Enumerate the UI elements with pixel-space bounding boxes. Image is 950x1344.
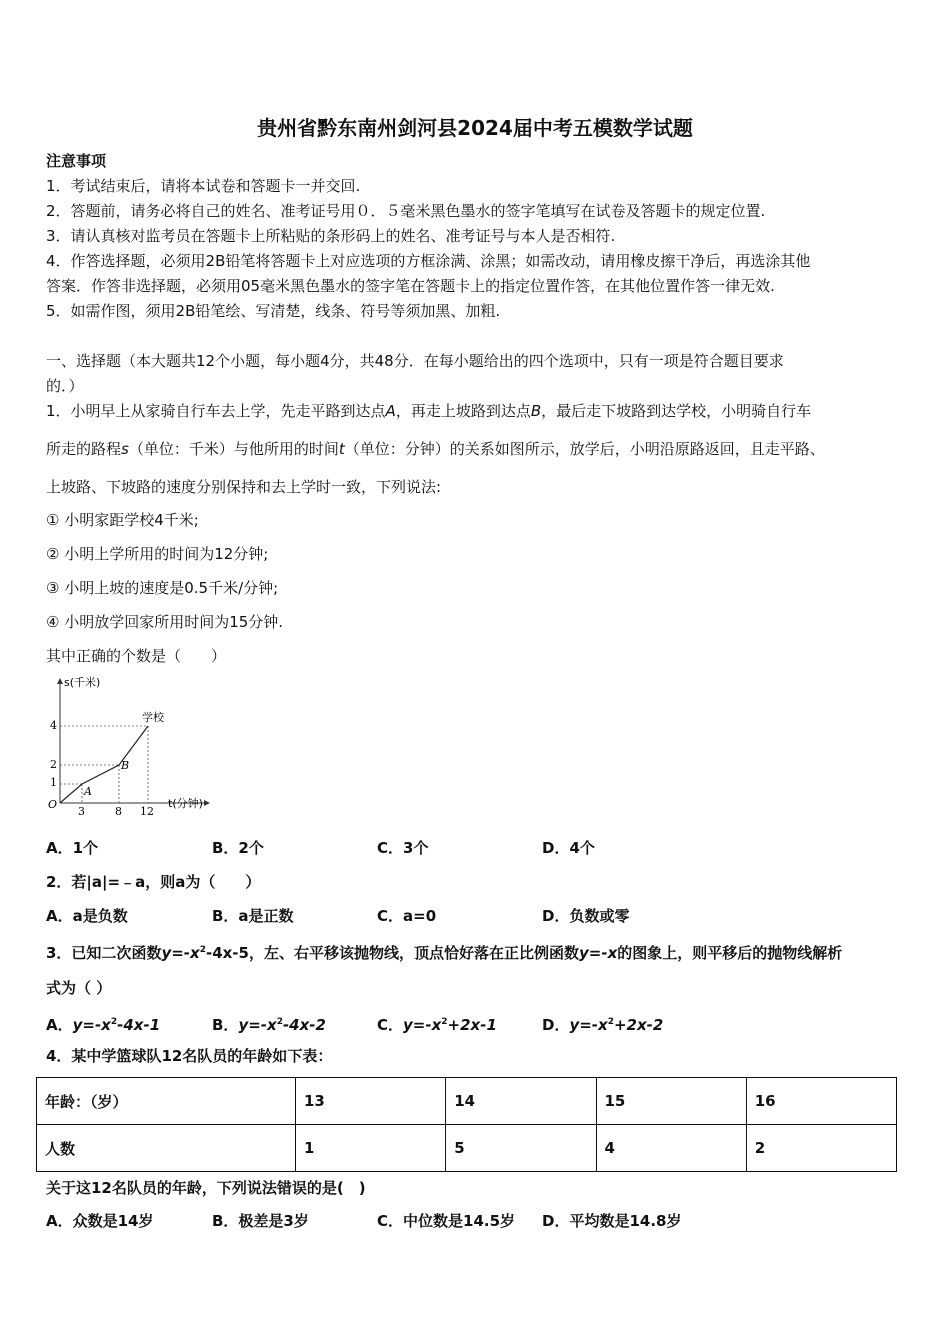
age-table: [36, 1077, 897, 1172]
q1-text: （单位：千米）与他所用的时间: [128, 440, 339, 458]
x-tick-12: 12: [140, 805, 154, 818]
q3-exponent: 2: [199, 945, 206, 955]
q1-stem-line1: [46, 401, 811, 421]
option-formula: y=-x: [569, 1016, 608, 1034]
section-heading: 一、选择题（本大题共12个小题，每小题4分，共48分．在每小题给出的四个选项中，只有一项是符合题目要求: [46, 352, 784, 370]
table-row: [37, 1125, 897, 1172]
x-axis-label: t(分钟): [168, 797, 203, 810]
q1-option-d[interactable]: D．4个: [542, 839, 595, 857]
q2-option-c[interactable]: C．a=0: [377, 907, 437, 925]
q1-text: 所走的路程: [46, 440, 122, 458]
notice-item: 2．答题前，请务必将自己的姓名、准考证号用０．５毫米黑色墨水的签字笔填写在试卷及答题卡的规定位置.: [46, 202, 766, 220]
notice-item: 5．如需作图，须用2B铅笔绘、写清楚，线条、符号等须加黑、加粗.: [46, 302, 501, 320]
y-axis-label: s(千米): [64, 676, 101, 689]
table-cell: 14: [446, 1078, 596, 1125]
q3-option-b[interactable]: [212, 1012, 326, 1035]
option-label: D．: [542, 1016, 570, 1034]
q3-stem-line2: 式为（ ）: [46, 979, 112, 997]
option-formula-rest: -4x-1: [117, 1016, 161, 1034]
option-exponent: 2: [607, 1017, 614, 1027]
q3-option-a[interactable]: [46, 1012, 160, 1035]
q1-text: ，最后走下坡路到达学校，小明骑自行车: [541, 402, 812, 420]
point-a-label: A: [84, 785, 92, 798]
q4-stem: 4．某中学篮球队12名队员的年龄如下表：: [46, 1047, 333, 1065]
table-cell: 人数: [37, 1125, 296, 1172]
table-cell: 13: [296, 1078, 446, 1125]
option-exponent: 2: [441, 1017, 448, 1027]
q3-text: ，左、右平移该抛物线，顶点恰好落在正比例函数: [248, 944, 579, 962]
table-cell: 1: [296, 1125, 446, 1172]
q1-statement-3: ③ 小明上坡的速度是0.5千米/分钟;: [46, 579, 279, 597]
q2-option-a[interactable]: A．a是负数: [46, 907, 128, 925]
notice-item: 3．请认真核对监考员在答题卡上所粘贴的条形码上的姓名、准考证号与本人是否相符.: [46, 227, 616, 245]
notice-item: 1．考试结束后，请将本试卷和答题卡一并交回.: [46, 177, 361, 195]
option-formula-rest: +2x-1: [447, 1016, 497, 1034]
table-row: [37, 1078, 897, 1125]
q1-statement-2: ② 小明上学所用的时间为12分钟;: [46, 545, 269, 563]
q3-function-rest: -4x-5: [205, 944, 249, 962]
q1-statement-1: ① 小明家距学校4千米;: [46, 511, 199, 529]
q1-option-c[interactable]: C．3个: [377, 839, 429, 857]
q1-option-b[interactable]: B．2个: [212, 839, 264, 857]
q1-option-a[interactable]: A．1个: [46, 839, 99, 857]
option-label: B．: [212, 1016, 239, 1034]
q1-stem-line3: 上坡路、下坡路的速度分别保持和去上学时一致，下列说法:: [46, 478, 442, 496]
q1-text: ，再走上坡路到达点: [395, 402, 531, 420]
q2-option-b[interactable]: B．a是正数: [212, 907, 294, 925]
y-tick-1: 1: [50, 776, 57, 789]
x-axis-arrow: [204, 800, 210, 806]
q1-var-s: s: [121, 440, 129, 458]
q1-ask: 其中正确的个数是（ ）: [46, 647, 227, 665]
q3-stem-line1: [46, 940, 842, 963]
option-exponent: 2: [276, 1017, 283, 1027]
table-cell: 4: [596, 1125, 746, 1172]
q4-ask: 关于这12名队员的年龄，下列说法错误的是( ): [46, 1179, 366, 1197]
table-cell: 年龄：（岁）: [37, 1078, 296, 1125]
q3-option-c[interactable]: [377, 1012, 497, 1035]
q1-var-t: t: [338, 440, 345, 458]
option-exponent: 2: [110, 1017, 118, 1027]
q1-point-a: A: [385, 402, 396, 420]
q1-point-b: B: [530, 402, 542, 420]
table-cell: 2: [746, 1125, 896, 1172]
notice-item: 4．作答选择题，必须用2B铅笔将答题卡上对应选项的方框涂满、涂黑；如需改动，请用橡皮擦干净后，再选涂其他: [46, 252, 811, 270]
y-tick-4: 4: [50, 719, 57, 732]
y-tick-2: 2: [50, 758, 57, 771]
option-formula-rest: -4x-2: [282, 1016, 326, 1034]
q3-text: 的图象上，则平移后的抛物线解析: [617, 944, 843, 962]
q3-option-d[interactable]: [542, 1012, 663, 1035]
q1-text: （单位：分钟）的关系如图所示，放学后，小明沿原路返回，且走平路、: [344, 440, 825, 458]
distance-line: [60, 726, 148, 803]
school-label: 学校: [142, 711, 164, 724]
q2-stem: 2．若|a|=﹣a，则a为（ ）: [46, 873, 261, 891]
q3-text: 3．已知二次函数: [46, 944, 162, 962]
q2-option-d[interactable]: D．负数或零: [542, 907, 630, 925]
table-cell: 16: [746, 1078, 896, 1125]
origin-label: O: [48, 798, 58, 811]
table-cell: 15: [596, 1078, 746, 1125]
option-formula: y=-x: [238, 1016, 277, 1034]
section-heading-cont: 的．）: [46, 377, 84, 395]
option-formula: y=-x: [72, 1016, 111, 1034]
q4-option-d[interactable]: D．平均数是14.8岁: [542, 1212, 682, 1230]
q3-function: y=-x: [161, 944, 200, 962]
notice-item: 答案．作答非选择题，必须用05毫米黑色墨水的签字笔在答题卡上的指定位置作答，在其他位置作答一律无效.: [46, 277, 775, 295]
q1-distance-time-graph: [44, 674, 224, 824]
option-formula: y=-x: [403, 1016, 442, 1034]
q1-stem-line2: [46, 439, 825, 459]
notice-heading: 注意事项: [46, 152, 107, 170]
point-b-label: B: [121, 759, 130, 772]
y-axis-arrow: [57, 678, 63, 684]
option-formula-rest: +2x-2: [613, 1016, 664, 1034]
x-tick-8: 8: [115, 805, 122, 818]
page-title: 贵州省黔东南州剑河县2024届中考五模数学试题: [257, 116, 693, 140]
q3-proportional-function: y=-x: [579, 944, 618, 962]
q4-option-b[interactable]: B．极差是3岁: [212, 1212, 309, 1230]
option-label: C．: [377, 1016, 404, 1034]
q4-option-a[interactable]: A．众数是14岁: [46, 1212, 154, 1230]
option-label: A．: [46, 1016, 73, 1034]
x-tick-3: 3: [78, 805, 85, 818]
q4-option-c[interactable]: C．中位数是14.5岁: [377, 1212, 516, 1230]
q1-statement-4: ④ 小明放学回家所用时间为15分钟.: [46, 613, 284, 631]
table-cell: 5: [446, 1125, 596, 1172]
q1-text: 1．小明早上从家骑自行车去上学，先走平路到达点: [46, 402, 386, 420]
